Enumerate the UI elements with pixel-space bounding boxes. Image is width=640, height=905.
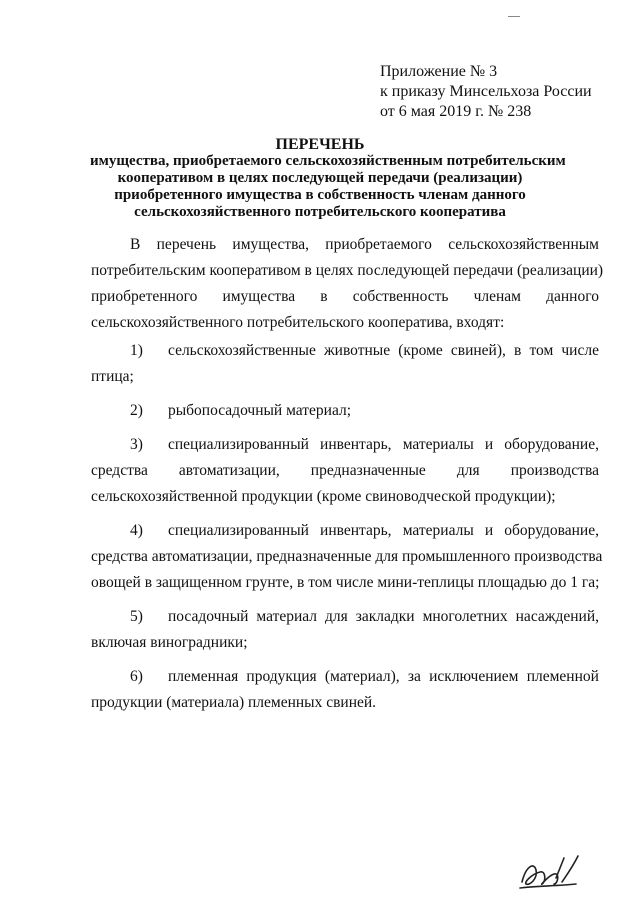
word: и [484,522,494,539]
list-item-first-line [91,338,599,364]
list-item-text [168,518,599,544]
word: племенная [168,668,239,685]
word: сельскохозяйственным [448,236,599,253]
handwritten-signature [516,848,586,896]
word: многолетних [422,608,508,625]
word: производства [510,462,599,479]
text-line: продукции (материала) племенных свиней. [91,694,377,711]
list-item-first-line [91,604,599,630]
word: посадочный [168,608,249,625]
word: (кроме [398,342,443,359]
word: автоматизации, [178,462,280,479]
list-item [91,664,599,716]
text-line: овощей в защищенном грунте, в том числе мини-теплицы площадью до 1 га; [91,574,600,591]
list-item-first-line [91,398,599,424]
word: свиней), [450,342,506,359]
appendix-line: Приложение № 3 [380,63,498,80]
list-item-first-line [91,664,599,690]
text-line: средства автоматизации, предназначенные для промышленного производства [91,548,603,565]
list-item-text [168,432,599,458]
word: приобретенного [91,288,198,305]
appendix-line: от 6 мая 2019 г. № 238 [380,103,532,120]
word: В [130,236,141,253]
word: за [407,668,421,685]
subtitle-line: сельскохозяйственного потребительского кооператива [134,204,506,220]
word: сельскохозяйственного потребительского кооператива, входят: [91,314,505,331]
text-line: птица; [91,368,134,385]
text-line: сельскохозяйственной продукции (кроме свиноводческой продукции); [91,488,556,505]
word: членам [473,288,521,305]
word: материал [256,608,318,625]
subtitle-line: приобретенного имущества в собственность членам данного [114,187,526,203]
list-item-number: 6) [130,668,143,685]
word: перечень [156,236,217,253]
word: рыбопосадочный материал; [168,402,352,419]
word: для [456,462,480,479]
document-subtitle [90,153,566,221]
text-line [91,232,599,258]
word: материалы [402,522,474,539]
word: собственность [352,288,449,305]
subtitle-line: кооперативом в целях последующей передачи (реализации) [117,170,523,186]
word: специализированный [168,436,309,453]
list-item-text [168,338,599,364]
list-item-first-line [91,518,599,544]
word: племенной [526,668,599,685]
list-item [91,604,599,656]
word: инвентарь, [320,436,392,453]
list-item [91,398,599,424]
word: продукция [246,668,317,685]
word: потребительским кооперативом в целях последующей передачи (реализации) [91,262,604,279]
text-line: включая виноградники; [91,634,248,651]
word: том [529,342,554,359]
list-item-number: 2) [130,402,143,419]
text-line [91,284,599,310]
word: (материал), [324,668,400,685]
list-item-text [168,398,599,424]
appendix-line: к приказу Минсельхоза России [380,83,592,100]
word: закладки [355,608,415,625]
text-line [91,258,604,284]
word: в [320,288,328,305]
document-body [91,232,604,716]
word: специализированный [168,522,309,539]
word: материалы [402,436,474,453]
list-item [91,432,599,510]
word: животные [323,342,391,359]
subtitle-line: имущества, приобретаемого сельскохозяйственным потребительским [90,153,566,169]
text-line [91,310,599,336]
list-item-first-line [91,432,599,458]
word: насаждений, [515,608,599,625]
word: средства [91,462,148,479]
document-title: ПЕРЕЧЕНЬ [275,136,365,153]
list-item-number: 1) [130,342,143,359]
word: имущества [222,288,296,305]
list-item [91,338,599,390]
list-item-text [168,664,599,690]
scan-mark [508,16,520,17]
word: оборудование, [504,436,599,453]
list-item-number: 4) [130,522,143,539]
list-item-text [168,604,599,630]
word: оборудование, [504,522,599,539]
word: данного [546,288,599,305]
word: имущества, [232,236,309,253]
intro-paragraph [91,232,604,336]
word: приобретаемого [325,236,432,253]
list-item-number: 5) [130,608,143,625]
word: в [514,342,522,359]
word: предназначенные [310,462,426,479]
appendix-block [380,62,592,122]
text-line [91,458,599,484]
word: для [325,608,348,625]
word: исключением [429,668,519,685]
list-item-number: 3) [130,436,143,453]
word: числе [561,342,599,359]
word: и [484,436,494,453]
word: инвентарь, [320,522,392,539]
list-item [91,518,603,596]
word: сельскохозяйственные [168,342,316,359]
